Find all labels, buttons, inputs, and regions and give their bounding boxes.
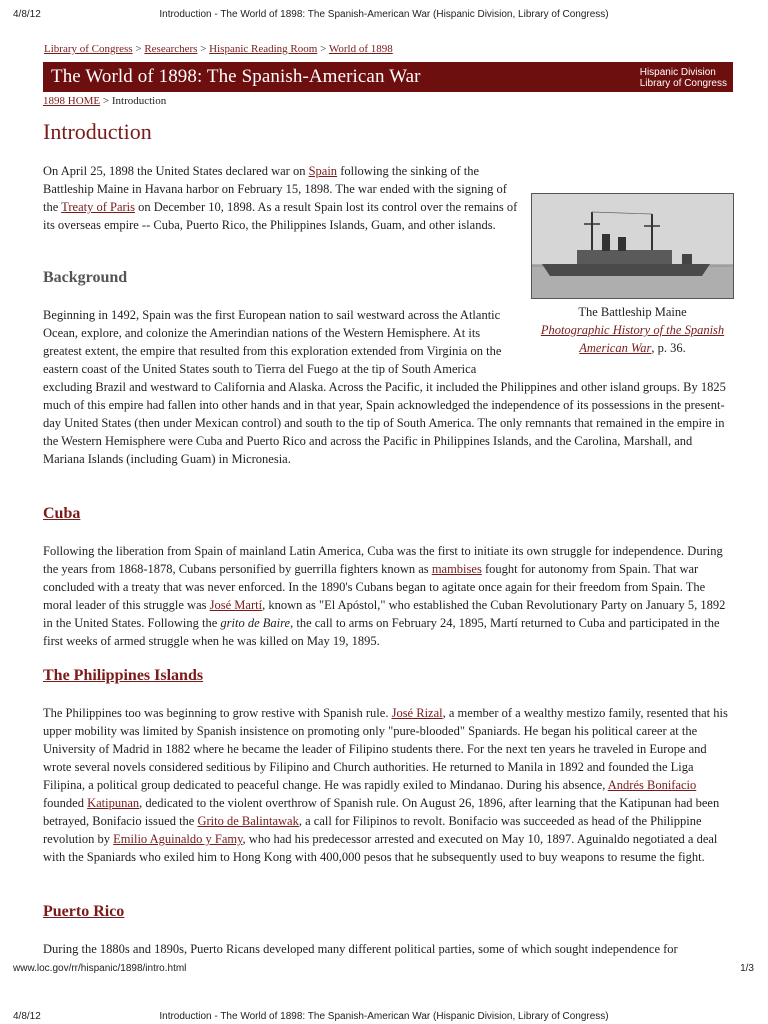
grito-de-balintawak-link[interactable]: Grito de Balintawak	[197, 814, 299, 828]
caption-title: The Battleship Maine	[578, 305, 687, 319]
puerto-rico-paragraph: During the 1880s and 1890s, Puerto Ricans developed many different political parties, some of which sought independence for	[43, 942, 678, 956]
cuba-text: fought for autonomy from Spain. That war concluded with a treaty that was never enforced. In the 1890's Cubans began to agitate once again for their freedom from Spain. The moral leader of this struggle was	[43, 562, 706, 612]
photographic-history-link[interactable]: Photographic History of the Spanish American War	[540, 323, 725, 355]
background-paragraph: Beginning in 1492, Spain was the first European nation to sail westward across the Atlantic Ocean, explore, and colonize the Amerindian nations of the Western Hemisphere. At its greatest extent, the empire that resulted from this exploration extended from Virginia on the eastern coast of the United States south to Tierra del Fuego at the tip of South America excluding Brazil and westward to California and Alaska. Across the Pacific, it included the Philippines and other island groups. By 1825 much of this empire had fallen into other hands and in that year, Spain acknowledged the independence of its possessions in the present-day United States (then under Mexican control) and south to the tip of South America. The only remnants that remained in the empire in the Western Hemisphere were Cuba and Puerto Rico and across the Pacific in Philippines Islands, and the Carolina, Marshall, and Mariana Islands (including Guam) in Micronesia.	[43, 308, 726, 466]
andres-bonifacio-link[interactable]: Andrés Bonifacio	[607, 778, 697, 792]
emilio-aguinaldo-link[interactable]: Emilio Aguinaldo y Famy	[113, 832, 243, 846]
katipunan-link[interactable]: Katipunan	[87, 796, 140, 810]
print-date: 4/8/12	[13, 1011, 41, 1022]
page-number: 1/3	[740, 963, 754, 974]
banner-org[interactable]	[640, 67, 727, 89]
cuba-text: , known as "El Apóstol," who established the Cuban Revolutionary Party on January 5, 1892 in the United States. Following the	[43, 598, 726, 630]
print-date: 4/8/12	[13, 9, 41, 20]
breadcrumb	[44, 43, 393, 55]
philippines-text: , dedicated to the violent overthrow of Spanish rule. On August 26, 1896, after learning that the Katipunan had been betrayed, Bonifacio issued the	[43, 796, 720, 828]
philippines-text: , who had his predecessor arrested and executed on May 10, 1897. Aguinaldo negotiated a deal with the Spaniards who exiled him to Hong Kong with 400,000 pesos that he subsequently used to buy weapons to resume the fight.	[43, 832, 718, 864]
home-link[interactable]: 1898 HOME	[43, 95, 101, 107]
current-page-label: Introduction	[111, 95, 167, 107]
breadcrumb-separator: >	[200, 43, 207, 55]
intro-text: on December 10, 1898. As a result Spain lost its control over the remains of its overseas empire -- Cuba, Puerto Rico, the Philippines Islands, Guam, and other islands.	[43, 200, 518, 232]
intro-text: On April 25, 1898 the United States declared war on	[43, 164, 309, 178]
breadcrumb-separator: >	[135, 43, 142, 55]
breadcrumb-separator: >	[102, 95, 110, 107]
philippines-paragraph	[43, 704, 733, 866]
breadcrumb-hispanic-reading-room[interactable]: Hispanic Reading Room	[209, 43, 318, 55]
mambises-link[interactable]: mambises	[431, 562, 482, 576]
breadcrumb-library-of-congress[interactable]: Library of Congress	[44, 43, 133, 55]
philippines-heading-link[interactable]: The Philippines Islands	[43, 667, 204, 684]
puerto-rico-heading-link[interactable]: Puerto Rico	[43, 903, 125, 920]
philippines-text: The Philippines too was beginning to grow restive with Spanish rule.	[43, 706, 392, 720]
intro-text: following the sinking of the Battleship Maine in Havana harbor on February 15, 1898. The war ended with the signing of the	[43, 164, 507, 214]
sub-breadcrumb	[43, 95, 166, 107]
battleship-maine-photo[interactable]	[531, 193, 734, 299]
caption-page: , p. 36.	[651, 341, 686, 355]
breadcrumb-researchers[interactable]: Researchers	[144, 43, 198, 55]
background-heading: Background	[43, 269, 128, 286]
cuba-text: , the call to arms on February 24, 1895, Martí returned to Cuba and participated in the first weeks of armed struggle when he was killed on May 19, 1895.	[43, 616, 720, 648]
print-title: Introduction - The World of 1898: The Spanish-American War (Hispanic Division, Library of Congress)	[159, 9, 609, 20]
intro-paragraph	[43, 162, 521, 234]
cuba-heading-link[interactable]: Cuba	[43, 505, 81, 522]
breadcrumb-world-of-1898[interactable]: World of 1898	[328, 43, 393, 55]
page-title: Introduction	[43, 119, 152, 144]
print-title: Introduction - The World of 1898: The Spanish-American War (Hispanic Division, Library of Congress)	[159, 1011, 609, 1022]
site-banner	[43, 62, 733, 92]
banner-org-line1: Hispanic Division	[639, 67, 716, 78]
cuba-paragraph	[43, 542, 733, 650]
page-url: www.loc.gov/rr/hispanic/1898/intro.html	[13, 963, 187, 974]
spain-link[interactable]: Spain	[308, 164, 338, 178]
treaty-of-paris-link[interactable]: Treaty of Paris	[61, 200, 136, 214]
jose-marti-link[interactable]: José Martí	[209, 598, 263, 612]
banner-title[interactable]: The World of 1898: The Spanish-American War	[51, 66, 421, 87]
philippines-text: founded	[43, 796, 88, 810]
banner-org-line2: Library of Congress	[639, 78, 727, 89]
philippines-text: , a call for Filipinos to revolt. Bonifacio was succeeded as head of the Philippine revolution by	[43, 814, 702, 846]
ship-illustration-icon	[532, 194, 733, 298]
background-section	[43, 306, 733, 486]
grito-de-baire-text: grito de Baire	[220, 616, 291, 630]
breadcrumb-separator: >	[320, 43, 327, 55]
philippines-text: , a member of a wealthy mestizo family, resented that his upper mobility was limited by Spanish insistence on promoting only "pure-blooded" Spaniards. He began his political career at the University of Madrid in 1882 where he became the leader of Filipino students there. For the next ten years he traveled in Europe and wrote several novels considered seditious by Filipino and Church authorities. He returned to Manila in 1892 and founded the Liga Filipina, a political group dedicated to peaceful change. He was rapidly exiled to Mindanao. During his absence,	[43, 706, 728, 792]
cuba-text: Following the liberation from Spain of mainland Latin America, Cuba was the first to initiate its own struggle for independence. During the years from 1868-1878, Cubans personified by guerrilla fighters known as	[43, 544, 723, 576]
jose-rizal-link[interactable]: José Rizal	[391, 706, 443, 720]
